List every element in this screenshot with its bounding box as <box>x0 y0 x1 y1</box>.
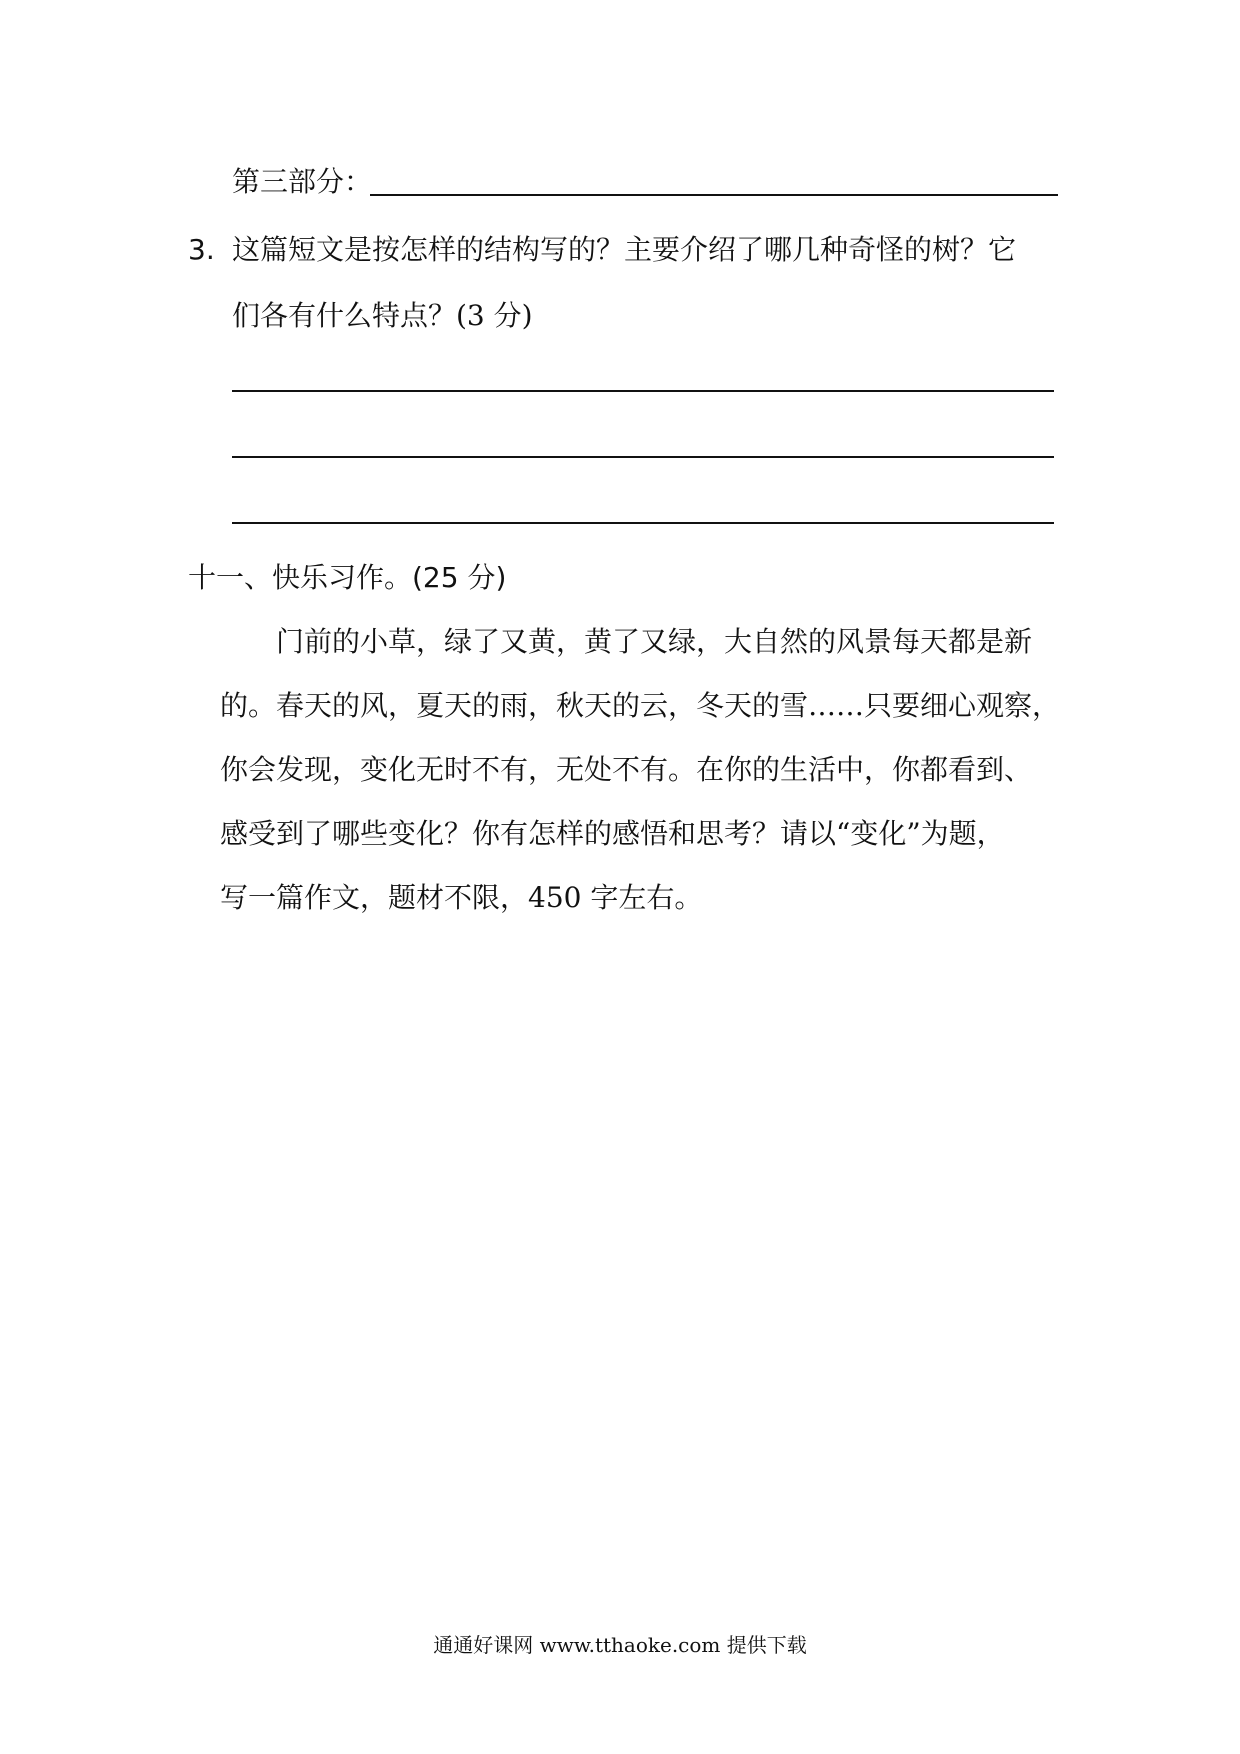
prompt-line: 感受到了哪些变化？你有怎样的感悟和思考？请以“变化”为题， <box>220 817 1005 850</box>
prompt-line: 你会发现，变化无时不有，无处不有。在你的生活中，你都看到、 <box>220 753 1033 786</box>
question-text-line-1: 这篇短文是按怎样的结构写的？主要介绍了哪几种奇怪的树？它 <box>232 233 1017 266</box>
answer-line[interactable] <box>232 522 1054 524</box>
prompt-line: 的。春天的风，夏天的雨，秋天的云，冬天的雪……只要细心观察， <box>220 689 1061 722</box>
answer-line[interactable] <box>232 390 1054 392</box>
footer-source: 通通好课网 www.tthaoke.com 提供下载 <box>433 1633 807 1657</box>
part3-label: 第三部分： <box>232 165 373 198</box>
section-title: 十一、快乐习作。(25 分) <box>188 561 507 594</box>
prompt-line: 写一篇作文，题材不限，450 字左右。 <box>220 881 703 914</box>
question-number: 3. <box>188 233 215 266</box>
prompt-line: 门前的小草，绿了又黄，黄了又绿，大自然的风景每天都是新 <box>276 625 1033 658</box>
answer-line[interactable] <box>232 456 1054 458</box>
part3-answer-blank[interactable] <box>370 194 1058 196</box>
question-text-line-2: 们各有什么特点？(3 分) <box>232 299 533 332</box>
